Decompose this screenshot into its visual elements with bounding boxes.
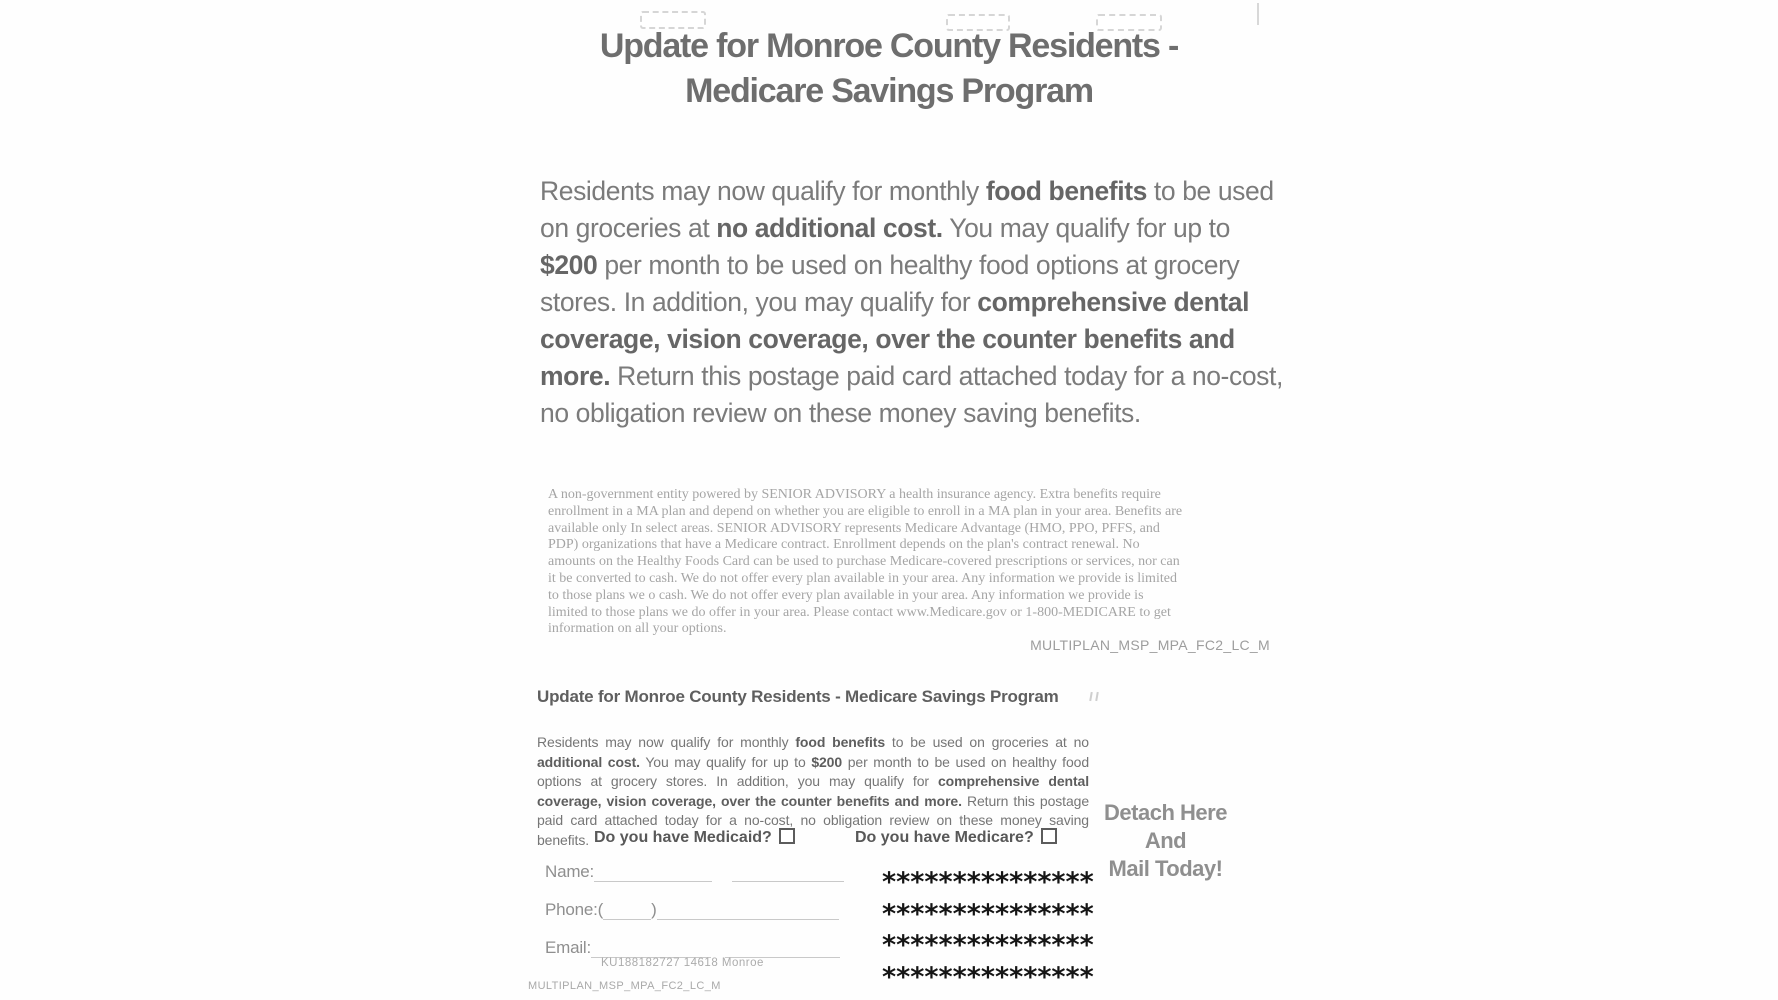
- text-segment: comprehensive dental coverage, vision coverage, over the counter benefits and more.: [540, 286, 1250, 391]
- email-label: Email:: [545, 938, 592, 957]
- masked-address-row: ***************: [882, 867, 1094, 898]
- text-segment: You may qualify for up to: [639, 753, 812, 770]
- page-title-line1: Update for Monroe County Residents -: [599, 27, 1179, 65]
- detach-note-line: Mail Today!: [1108, 856, 1223, 881]
- scan-artifact-gap: [712, 865, 732, 882]
- phone-area-input-line[interactable]: [603, 902, 651, 920]
- scan-artifact-gap: [711, 941, 725, 958]
- text-segment: comprehensive dental coverage, vision coverage, over the counter benefits and more.: [537, 773, 1089, 809]
- disclaimer-line: PDP) organizations that have a Medicare contract. Enrollment depends on the plan's contract renewal. No: [548, 537, 1140, 553]
- medicare-question-label: Do you have Medicare?: [855, 829, 1034, 846]
- text-segment: to be used on groceries at: [540, 175, 1274, 243]
- medicare-question: [855, 828, 1057, 847]
- text-segment: $200: [540, 249, 598, 280]
- phone-input-line[interactable]: [657, 902, 839, 920]
- disclaimer-line: available only In select areas. SENIOR ADVISORY represents Medicare Advantage (HMO, PPO, PFFS, and: [548, 520, 1160, 536]
- scan-artifact-line: [1257, 3, 1259, 25]
- text-segment: Residents may now qualify for monthly: [537, 734, 796, 750]
- disclaimer-line: limited to those plans we do offer in your area. Please contact www.Medicare.gov or 1-800-MEDICARE to get: [548, 604, 1171, 620]
- text-segment: $200: [811, 753, 843, 770]
- medicaid-question: [594, 828, 795, 847]
- medicaid-checkbox[interactable]: [779, 828, 795, 844]
- scan-artifact-mark: [1088, 692, 1100, 702]
- disclaimer-line: information on all your options.: [548, 621, 727, 637]
- plan-code: MULTIPLAN_MSP_MPA_FC2_LC_M: [1030, 637, 1270, 653]
- name-label: Name:: [545, 862, 595, 881]
- text-segment: You may qualify for up to: [942, 212, 1230, 243]
- reply-card-title: Update for Monroe County Residents - Medicare Savings Program: [537, 687, 1059, 706]
- disclaimer-line: amounts on the Healthy Foods Card can be used to purchase Medicare-covered prescriptions or services, nor can: [548, 554, 1180, 570]
- page-title: [484, 24, 1294, 114]
- phone-label: Phone:(: [545, 900, 604, 919]
- phone-field-row: [545, 900, 839, 920]
- text-segment: Residents may now qualify for monthly: [540, 175, 986, 206]
- text-segment: food benefits: [795, 734, 886, 750]
- detach-note-line: And: [1144, 828, 1187, 853]
- text-segment: no additional cost.: [716, 212, 943, 243]
- phone-close-paren: ): [651, 900, 657, 919]
- masked-address-block: [882, 865, 1094, 991]
- text-segment: to be used on groceries at no: [885, 734, 1089, 750]
- masked-address-row: ***************: [882, 930, 1094, 961]
- email-input-line[interactable]: [591, 940, 711, 958]
- medicaid-question-label: Do you have Medicaid?: [594, 829, 772, 846]
- email-input-line[interactable]: [725, 940, 840, 958]
- tracking-code: KU188182727 14618 Monroe: [601, 957, 764, 969]
- name-input-line[interactable]: [594, 864, 712, 882]
- name-field-row: [545, 862, 844, 882]
- masked-address-row: ***************: [882, 898, 1094, 930]
- disclaimer-block: [548, 487, 1182, 638]
- text-segment: food benefits: [985, 175, 1147, 206]
- masked-address-row: ***************: [882, 961, 1094, 993]
- detach-note-line: Detach Here: [1104, 800, 1227, 825]
- email-field-row: [545, 938, 840, 958]
- text-segment: per month to be used on healthy food options at grocery stores. In addition, you may qualify for: [540, 249, 1240, 317]
- disclaimer-line: to those plans we o cash. We do not offer every plan available in your area. Any information we provide is: [548, 587, 1144, 603]
- text-segment: per month to be used on healthy food options at grocery stores. In addition, you may qualify for: [537, 753, 1090, 789]
- detach-note: [1078, 799, 1253, 883]
- disclaimer-line: it be converted to cash. We do not offer every plan available in your area. Any information we provide is limited: [548, 570, 1177, 586]
- medicare-checkbox[interactable]: [1041, 828, 1057, 844]
- text-segment: Return this postage paid card attached today for a no-cost, no obligation review on these money saving benefits.: [537, 792, 1090, 848]
- name-input-line[interactable]: [732, 864, 844, 882]
- intro-paragraph: [540, 173, 1285, 432]
- page-title-line2: Medicare Savings Program: [685, 72, 1093, 110]
- disclaimer-line: A non-government entity powered by SENIOR ADVISORY a health insurance agency. Extra benefits require: [548, 487, 1161, 502]
- disclaimer-line: enrollment in a MA plan and depend on whether you are eligible to enroll in a MA plan in your area. Benefits are: [548, 503, 1183, 519]
- reply-card-plan-code: MULTIPLAN_MSP_MPA_FC2_LC_M: [528, 980, 721, 992]
- text-segment: additional cost.: [537, 753, 640, 770]
- text-segment: Return this postage paid card attached today for a no-cost, no obligation review on these money saving benefits.: [540, 360, 1283, 428]
